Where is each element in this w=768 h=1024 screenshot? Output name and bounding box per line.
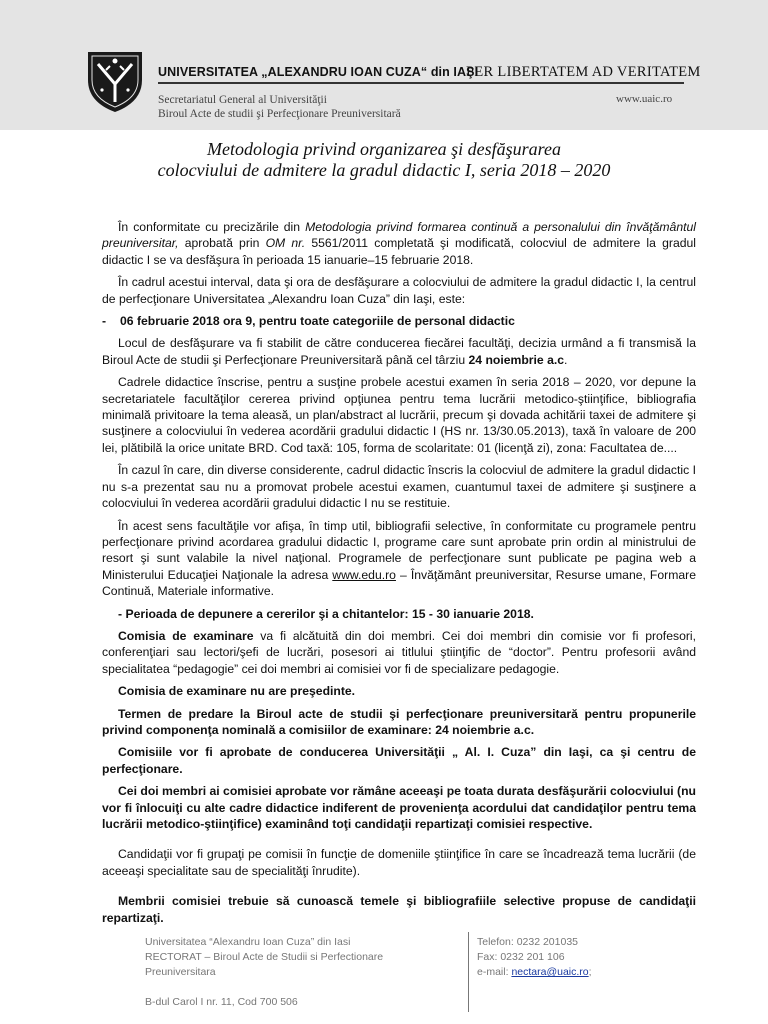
paragraph-location [102, 335, 696, 368]
bullet-dash: - [102, 314, 107, 329]
footer-address [145, 935, 445, 1010]
footer-divider [468, 932, 469, 1012]
university-name: UNIVERSITATEA „ALEXANDRU IOAN CUZA“ din IAŞI [158, 65, 479, 79]
paragraph-application: Cadrele didactice înscrise, pentru a susţine probele acestui examen în seria 2018 – 2020, vor depune la secretariatele facultăţilor cererea privind opţiunea pentru tema lucrării metodico-ştiinţifice, bibliografia minimală privitoare la tema aleasă, un plan/abstract al lucrării, precum şi dovada achitării taxei de admitere şi susţinere a colocviului în vederea acordării gradului didactic I (HS nr. 13/30.05.2013), taxă în valoare de 200 lei, plătibilă la orice unitate BRD. Cod taxă: 105, forma de scolaritate: 01 (licenţă zi), zona: Facultatea de.... [102, 375, 696, 455]
footer-address-line-4: B-dul Carol I nr. 11, Cod 700 506 [145, 996, 298, 1008]
university-motto: PER LIBERTATEM AD VERITATEM [466, 64, 701, 80]
document-title-line-2: colocviului de admitere la gradul didactic I, seria 2018 – 2020 [157, 160, 611, 180]
paragraph-grouping: Candidaţii vor fi grupaţi pe comisii în funcţie de domeniile ştiinţifice în care se încadrează tema lucrării (de aceeaşi specialitate sau de specialităţi înrudite). [102, 847, 696, 878]
p1-text-e: 5561/2011 completată şi modificată, colocviul de admitere la gradul didactic I se va desfăşura în perioada 15 ianuarie–15 februarie 2018. [102, 236, 696, 267]
footer-email-label: e-mail: [477, 966, 512, 978]
p1-text-a: În conformitate cu precizările din [118, 220, 306, 234]
secretariat-line-2: Biroul Acte de studii şi Perfecţionare Preuniversitară [158, 108, 401, 120]
bullet-exam-date-text: 06 februarie 2018 ora 9, pentru toate categoriile de personal didactic [120, 314, 515, 329]
paragraph-commission [102, 628, 696, 677]
paragraph-conformity [102, 219, 696, 268]
paragraph-no-president: Comisia de examinare nu are preşedinte. [118, 684, 356, 699]
footer-address-line-3: Preuniversitara [145, 966, 216, 978]
paragraph-submission-period: - Perioada de depunere a cererilor şi a chitantelor: 15 - 30 ianuarie 2018. [118, 606, 534, 621]
paragraph-fee-refund: În cazul în care, din diverse considerente, cadrul didactic înscris la colocviul de admitere la gradul didactic I nu s-a prezentat sau nu a promovat probele acestui examen, cuantumul taxei de admitere şi susţinere a colocviului în vederea acordării gradului didactic I nu se restituie. [102, 463, 696, 511]
footer-address-line-1: Universitatea “Alexandru Ioan Cuza” din Iasi [145, 936, 351, 948]
secretariat-line-1: Secretariatul General al Universităţii [158, 94, 327, 106]
header-divider [158, 82, 684, 84]
document-body [102, 219, 696, 932]
p1-order-label: OM nr. [265, 236, 306, 251]
p1-text-c: aprobată prin [178, 236, 266, 251]
footer-phone: Telefon: 0232 201035 [477, 936, 579, 948]
footer-address-line-2: RECTORAT – Biroul Acte de Studii si Perfectionare [145, 951, 384, 963]
paragraph-bibliography [102, 518, 696, 600]
edu-ro-link[interactable]: www.edu.ro [332, 567, 396, 582]
p6-text-a: În acest sens facultăţile vor afişa, în timp util, bibliografii selective, în conformitate cu programele pentru perfecţionare privind acordarea gradului didactic I, programe care sunt aprobate prin ordin al ministrului de resort şi sunt valabile la nivel naţional. Programele de perfecţionare sunt publicate pe pagina web a Ministerului Educaţiei Naţionale la adresa [102, 518, 696, 582]
p3-deadline: 24 noiembrie a.c [468, 352, 565, 367]
p6-text-b: – Învăţământ preuniversitar, Resurse umane, Formare Continuă, Materiale informative. [102, 567, 696, 599]
paragraph-members-knowledge: Membrii comisiei trebuie să cunoască temele şi bibliografiile selective propuse de candidaţii repartizaţi. [102, 894, 696, 925]
footer-email-line [477, 965, 707, 980]
footer-fax: Fax: 0232 201 106 [477, 951, 565, 963]
p3-text-a: Locul de desfăşurare va fi stabilit de către conducerea fiecărei facultăţi, decizia urmând a fi transmisă la Biroul Acte de studii şi Perfecţionare Preuniversitară până cel târziu [102, 336, 696, 367]
footer-email-suffix: ; [588, 966, 592, 978]
paragraph-submission-deadline: Termen de predare la Biroul acte de studii şi perfecţionare preuniversitară pentru propunerile privind componenţa nominală a comisiilor de examinare: 24 noiembrie a.c. [102, 706, 696, 737]
bullet-exam-date [102, 313, 696, 329]
paragraph-commission-approval: Comisiile vor fi aprobate de conducerea Universităţii „ Al. I. Cuza” din Iaşi, ca şi centru de perfecţionare. [102, 745, 696, 776]
footer-email-link[interactable]: nectara@uaic.ro [511, 966, 589, 978]
website-url: www.uaic.ro [616, 93, 673, 105]
p8-text-b: va fi alcătuită din doi membri. Cei doi membri din comisie vor fi profesori, conferenţiari sau lectori/şefi de lucrări, posesori ai titlului ştiinţific de “doctor”. Pentru profesorii având specialitatea “pedagogie” cei doi membri ai comisiei vor fi de specializare pedagogie. [102, 628, 696, 676]
p3-text-c: . [564, 352, 568, 367]
p8-commission-label: Comisia de examinare [118, 628, 254, 643]
paragraph-interval: În cadrul acestui interval, data şi ora de desfăşurare a colocviului de admitere la gradul didactic I, la centrul de perfecţionare Universitatea „Alexandru Ioan Cuza” din Iaşi, este: [102, 275, 696, 306]
paragraph-members-fixed: Cei doi membri ai comisiei aprobate vor rămâne aceeaşi pe toata durata desfăşurării colocviului (nu vor fi înlocuiţi cu alte cadre didactice indiferent de provenienţa acordului dat candidaţilor pentru tema lucrării metodico-ştiinţifice) examinând toţi candidaţii repartizaţi comisiei respective. [102, 784, 696, 831]
footer-contact [477, 935, 707, 980]
university-crest-logo [84, 50, 146, 114]
document-title-line-1: Metodologia privind organizarea şi desfăşurarea [207, 139, 561, 159]
p1-methodology-title: Metodologia privind formarea continuă a personalului din învăţământul preuniversitar, [102, 220, 696, 251]
